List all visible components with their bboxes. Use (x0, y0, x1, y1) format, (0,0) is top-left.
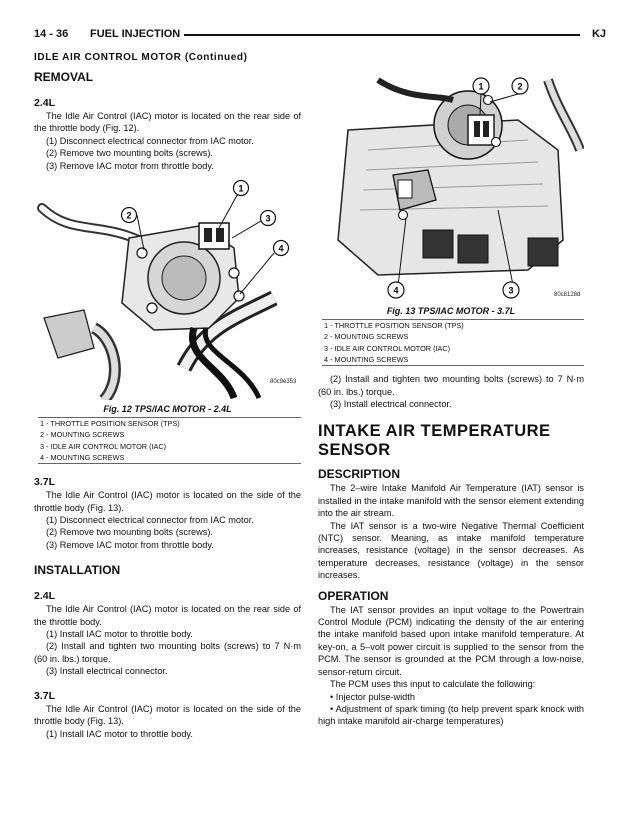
iat-section-heading: INTAKE AIR TEMPERATURE SENSOR (318, 422, 551, 460)
svg-text:1: 1 (478, 81, 484, 92)
legend-item: 1 - THROTTLE POSITION SENSOR (TPS) (324, 321, 464, 330)
page-number: 14 - 36 (34, 28, 69, 40)
paragraph: The Idle Air Control (IAC) motor is located on the rear side of the throttle body (Fig. 12). (34, 111, 301, 134)
step: (2) Install and tighten two mounting bolts (screws) to 7 N·m (60 in. lbs.) torque. (318, 374, 584, 397)
bullet-item: • Injector pulse-width (330, 691, 415, 702)
fig12-callout-1 (234, 181, 249, 196)
page-header (34, 28, 606, 44)
model-code: KJ (591, 28, 606, 40)
right-column (318, 70, 584, 728)
step: (1) Install IAC motor to throttle body. (46, 629, 193, 640)
step: (2) Install and tighten two mounting bolts (screws) to 7 N·m (60 in. lbs.) torque. (34, 641, 301, 664)
legend-item: 4 - MOUNTING SCREWS (324, 354, 409, 364)
paragraph: The IAT sensor provides an input voltage to the Powertrain Control Module (PCM) indicating the density of the air entering the intake manifold based upon intake manifold temperature. At key-on, a 5–volt power circuit is supplied to the sensor from the PCM. The sensor is grounded at the PCM through a low-noise, sensor-return circuit. (318, 604, 584, 677)
left-column (34, 70, 301, 740)
step: (3) Remove IAC motor from throttle body. (46, 160, 214, 171)
continued-heading: IDLE AIR CONTROL MOTOR (Continued) (34, 52, 248, 63)
legend-item: 3 - IDLE AIR CONTROL MOTOR (IAC) (40, 441, 167, 451)
step: (2) Remove two mounting bolts (screws). (46, 148, 213, 159)
fig13-illustration (318, 70, 584, 302)
svg-text:1: 1 (238, 183, 244, 194)
fig12-callout-4 (274, 241, 289, 256)
fig12-callout-2 (122, 208, 137, 223)
install-24-heading: 2.4L (34, 590, 56, 603)
step: (3) Remove IAC motor from throttle body. (46, 539, 214, 550)
legend-item: 2 - MOUNTING SCREWS (40, 430, 125, 440)
bullet-item: • Adjustment of spark timing (to help prevent spark knock with high intake manifold air-charge temperatures) (318, 703, 584, 727)
step: (2) Remove two mounting bolts (screws). (46, 527, 213, 538)
removal-37-heading: 3.7L (34, 476, 56, 489)
section-title: FUEL INJECTION (90, 28, 181, 40)
fig13-callout-4 (388, 282, 404, 298)
fig13-callout-1 (473, 78, 489, 94)
legend-item: 3 - IDLE AIR CONTROL MOTOR (IAC) (324, 343, 451, 353)
fig12-ref-code: 80c9e353 (270, 379, 297, 386)
legend-item: 2 - MOUNTING SCREWS (324, 332, 409, 342)
fig12-caption: Fig. 12 TPS/IAC MOTOR - 2.4L (103, 404, 232, 415)
svg-text:3: 3 (265, 213, 271, 224)
paragraph: The Idle Air Control (IAC) motor is located on the rear side of the throttle body. (34, 604, 301, 627)
install-37-heading: 3.7L (34, 689, 56, 702)
step: (1) Disconnect electrical connector from IAC motor. (46, 515, 254, 526)
installation-heading: INSTALLATION (34, 563, 121, 578)
step: (3) Install electrical connector. (46, 666, 168, 677)
figure-12 (34, 178, 301, 464)
legend-item: 4 - MOUNTING SCREWS (40, 452, 125, 462)
fig12-legend (40, 418, 301, 463)
svg-text:2: 2 (517, 81, 523, 92)
fig12-callout-3 (261, 211, 276, 226)
step: (1) Install IAC motor to throttle body. (46, 728, 193, 739)
description-heading: DESCRIPTION (318, 467, 401, 482)
removal-heading: REMOVAL (34, 70, 94, 84)
fig13-ref-code: 80c8128d (554, 292, 581, 298)
fig13-callout-3 (503, 282, 519, 298)
paragraph: The PCM uses this input to calculate the following: (330, 679, 536, 690)
legend-item: 1 - THROTTLE POSITION SENSOR (TPS) (40, 419, 180, 429)
figure-13 (318, 70, 584, 366)
svg-text:3: 3 (508, 285, 514, 296)
fig13-legend (324, 320, 584, 365)
fig13-caption: Fig. 13 TPS/IAC MOTOR - 3.7L (386, 306, 516, 316)
fig12-illustration (34, 178, 301, 400)
paragraph: The Idle Air Control (IAC) motor is located on the side of the throttle body (Fig. 13). (34, 703, 301, 727)
paragraph: The 2–wire Intake Manifold Air Temperature (IAT) sensor is installed in the intake manifold with the sensor element extending into the air stream. (318, 483, 584, 519)
paragraph: The Idle Air Control (IAC) motor is located on the side of the throttle body (Fig. 13). (34, 490, 301, 513)
svg-text:2: 2 (126, 210, 132, 221)
removal-24-heading: 2.4L (34, 97, 56, 109)
step: (1) Disconnect electrical connector from IAC motor. (46, 135, 254, 146)
fig13-callout-2 (512, 78, 528, 94)
header-rule (184, 34, 580, 36)
paragraph: The IAT sensor is a two-wire Negative Thermal Coefficient (NTC) sensor. Meaning, as intake manifold temperature increases, resistance (voltage) in the sensor decreases. As temperature decreases, resistance (voltage) in the sensor increases. (318, 520, 584, 581)
svg-text:4: 4 (393, 285, 399, 296)
operation-heading: OPERATION (318, 588, 389, 603)
step: (3) Install electrical connector. (330, 399, 452, 409)
svg-text:4: 4 (278, 243, 284, 254)
